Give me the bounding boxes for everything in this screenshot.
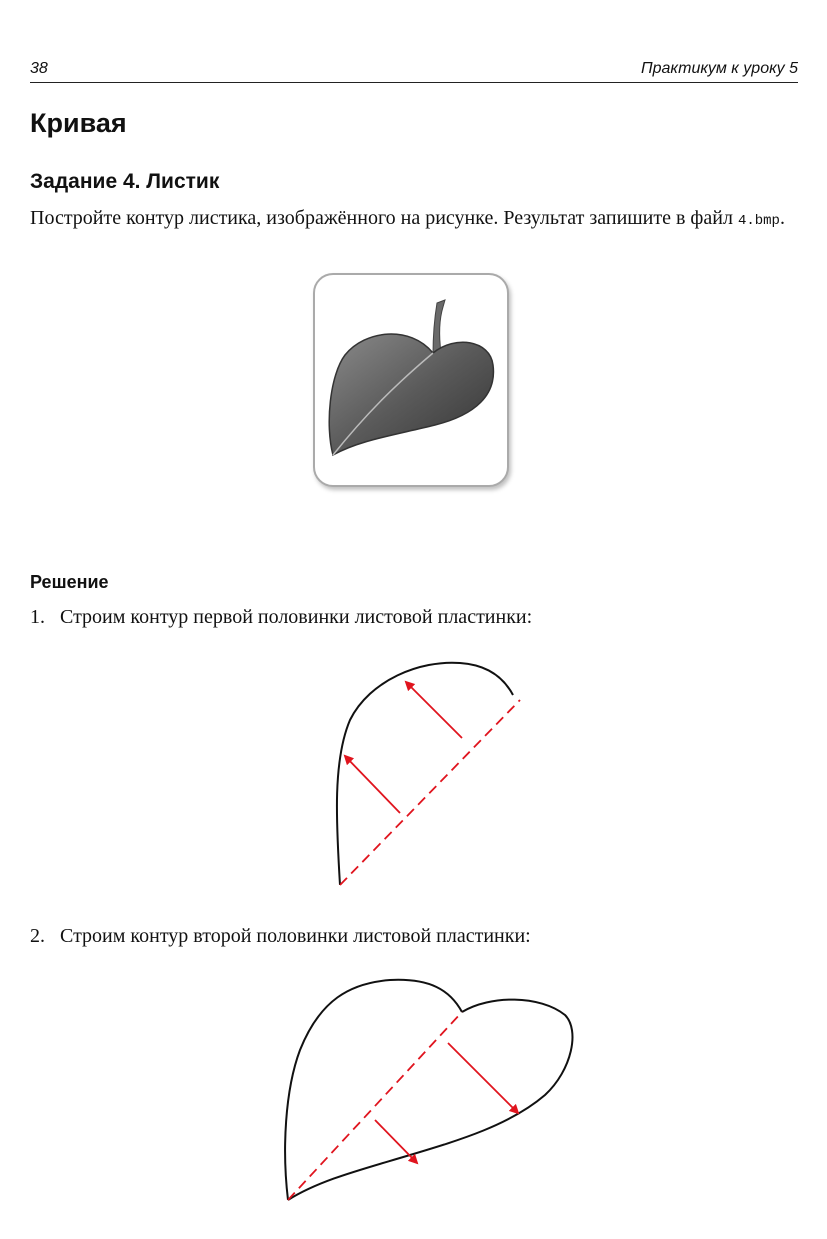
leaf-image-frame — [313, 273, 509, 487]
second-half-figure — [270, 960, 590, 1210]
midrib-dashed-line — [340, 700, 520, 885]
solution-heading: Решение — [30, 572, 109, 592]
filename: 4.bmp — [737, 213, 780, 229]
first-half-figure — [320, 650, 540, 900]
control-arrow — [448, 1043, 518, 1113]
control-arrow — [375, 1120, 417, 1163]
task-heading: Задание 4. Листик — [30, 170, 220, 193]
control-arrow — [345, 756, 400, 813]
section-title: Практикум к уроку 5 — [640, 60, 798, 77]
running-header — [30, 58, 798, 83]
page-title: Кривая — [30, 108, 127, 138]
second-half-contour — [288, 1000, 572, 1200]
solution-step-1 — [30, 606, 532, 629]
midrib-dashed-line — [288, 1012, 462, 1200]
task-instruction: Постройте контур листика, изображённого на рисунке. Результат запишите в файл — [30, 207, 738, 229]
page-number: 38 — [30, 60, 48, 77]
leaf-icon — [315, 275, 507, 485]
task-text-end: . — [779, 207, 785, 229]
control-arrow — [406, 682, 462, 738]
step-text: Строим контур второй половинки листовой пластинки: — [60, 925, 531, 947]
step-text: Строим контур первой половинки листовой пластинки: — [60, 606, 533, 628]
step-number: 1. — [30, 606, 45, 628]
step-number: 2. — [30, 925, 45, 947]
task-text — [30, 204, 798, 235]
first-half-contour — [285, 980, 462, 1200]
solution-step-2 — [30, 925, 531, 948]
